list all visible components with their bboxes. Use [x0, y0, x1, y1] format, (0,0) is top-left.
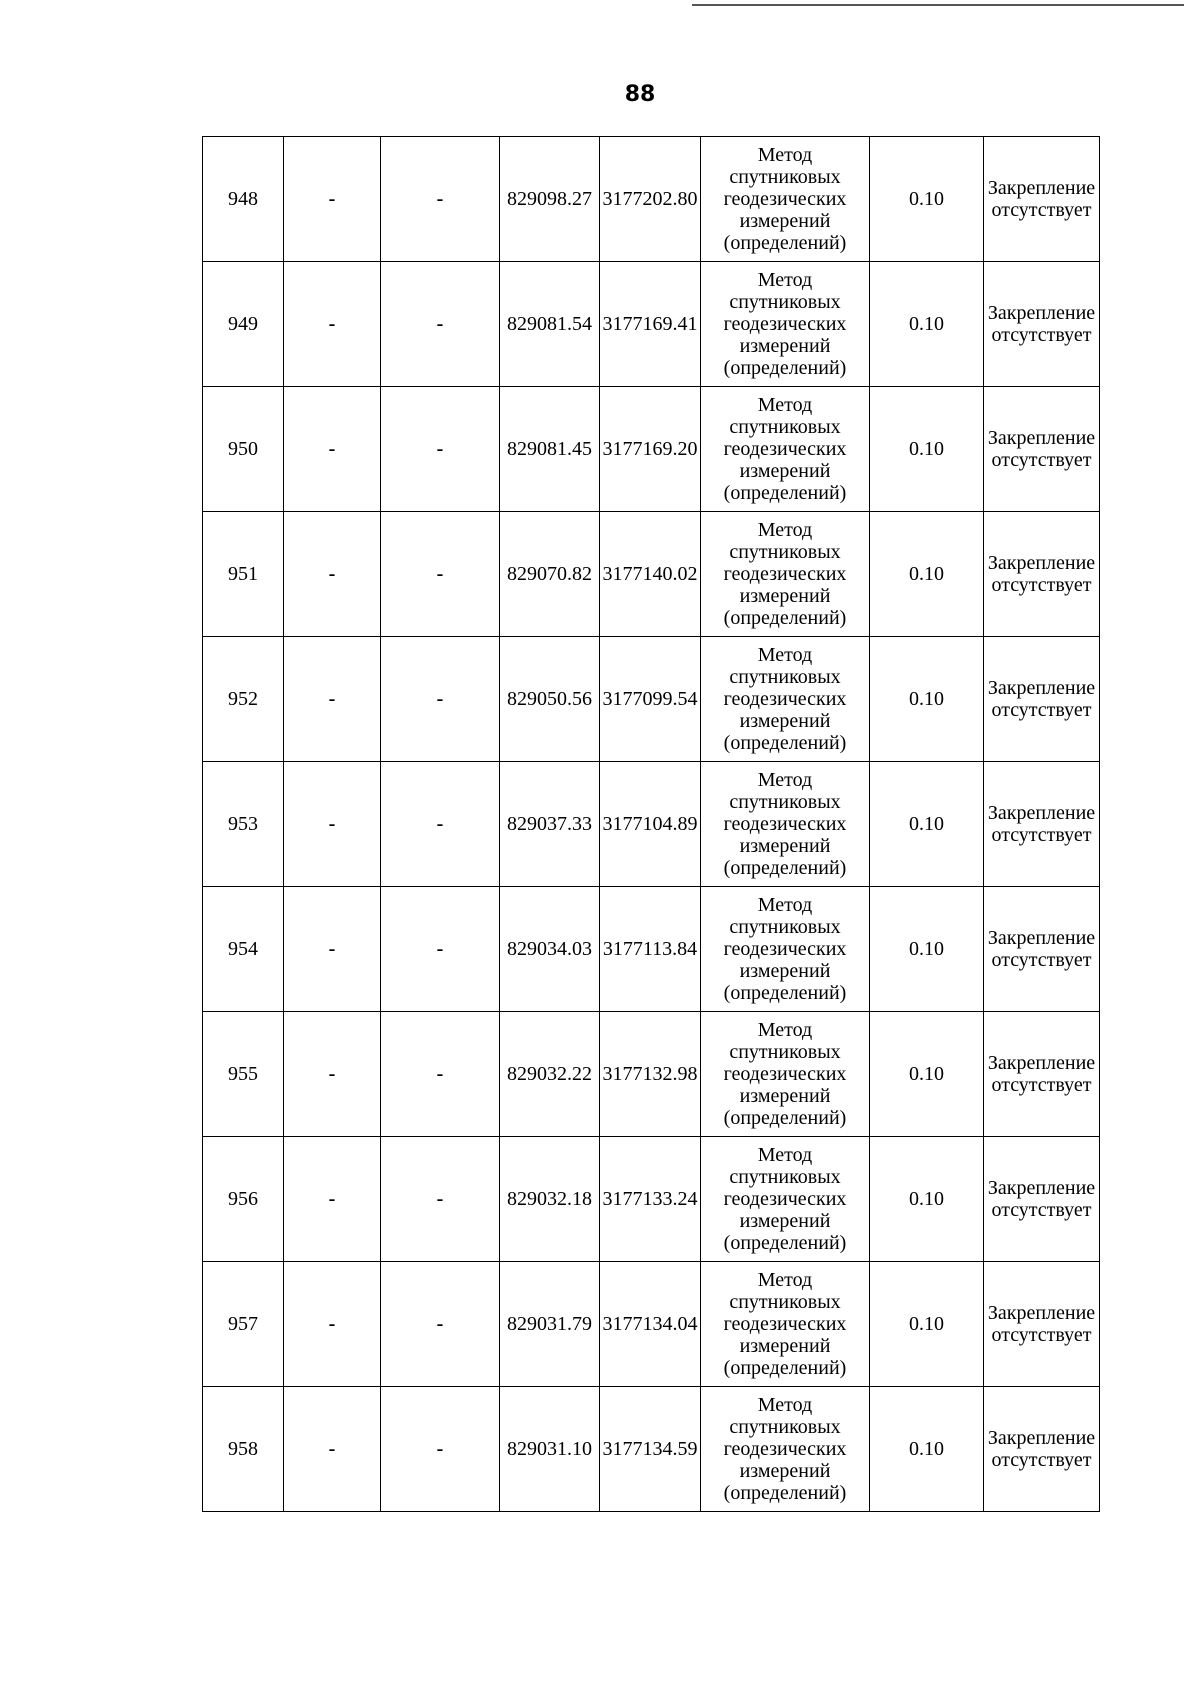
- method-cell: [701, 387, 870, 512]
- empty-column-3-cell: -: [381, 1137, 500, 1262]
- empty-column-2-cell: -: [284, 1137, 381, 1262]
- fixing-line: отсутствует: [991, 1449, 1092, 1471]
- empty-column-2-cell: -: [284, 1387, 381, 1512]
- fixing-cell: [984, 1262, 1100, 1387]
- y-coordinate-cell: 3177169.41: [600, 262, 701, 387]
- fixing-cell: [984, 137, 1100, 262]
- point-number-cell: 957: [203, 1262, 284, 1387]
- table-row: [203, 1262, 1100, 1387]
- fixing-line: Закрепление: [987, 927, 1096, 949]
- accuracy-cell: 0.10: [870, 762, 984, 887]
- method-line: измерений: [739, 585, 831, 607]
- fixing-cell: [984, 262, 1100, 387]
- fixing-line: отсутствует: [991, 824, 1092, 846]
- method-line: геодезических: [723, 188, 847, 210]
- fixing-line: отсутствует: [991, 449, 1092, 471]
- method-line: геодезических: [723, 1188, 847, 1210]
- x-coordinate-cell: 829032.22: [500, 1012, 600, 1137]
- empty-column-2-cell: -: [284, 1262, 381, 1387]
- method-line: (определений): [723, 232, 847, 254]
- table-row: [203, 137, 1100, 262]
- method-line: спутниковых: [729, 416, 841, 438]
- x-coordinate-cell: 829031.79: [500, 1262, 600, 1387]
- table-row: [203, 762, 1100, 887]
- method-line: Метод: [757, 644, 813, 666]
- table-row: [203, 1012, 1100, 1137]
- method-line: спутниковых: [729, 1416, 841, 1438]
- fixing-line: отсутствует: [991, 949, 1092, 971]
- x-coordinate-cell: 829070.82: [500, 512, 600, 637]
- x-coordinate-cell: 829098.27: [500, 137, 600, 262]
- table-row: [203, 262, 1100, 387]
- method-line: измерений: [739, 335, 831, 357]
- fixing-line: Закрепление: [987, 1427, 1096, 1449]
- method-line: спутниковых: [729, 1291, 841, 1313]
- method-line: Метод: [757, 894, 813, 916]
- method-line: геодезических: [723, 938, 847, 960]
- y-coordinate-cell: 3177099.54: [600, 637, 701, 762]
- point-number-cell: 954: [203, 887, 284, 1012]
- method-line: спутниковых: [729, 666, 841, 688]
- fixing-line: Закрепление: [987, 177, 1096, 199]
- point-number-cell: 949: [203, 262, 284, 387]
- method-line: измерений: [739, 210, 831, 232]
- empty-column-3-cell: -: [381, 387, 500, 512]
- point-number-cell: 953: [203, 762, 284, 887]
- fixing-cell: [984, 1387, 1100, 1512]
- method-line: (определений): [723, 982, 847, 1004]
- point-number-cell: 952: [203, 637, 284, 762]
- method-line: Метод: [757, 769, 813, 791]
- fixing-line: Закрепление: [987, 1177, 1096, 1199]
- accuracy-cell: 0.10: [870, 1387, 984, 1512]
- y-coordinate-cell: 3177104.89: [600, 762, 701, 887]
- x-coordinate-cell: 829081.54: [500, 262, 600, 387]
- method-line: спутниковых: [729, 1041, 841, 1063]
- empty-column-3-cell: -: [381, 762, 500, 887]
- method-line: геодезических: [723, 438, 847, 460]
- method-line: геодезических: [723, 1438, 847, 1460]
- method-line: измерений: [739, 835, 831, 857]
- method-line: Метод: [757, 1144, 813, 1166]
- method-line: Метод: [757, 1019, 813, 1041]
- method-line: геодезических: [723, 313, 847, 335]
- empty-column-3-cell: -: [381, 887, 500, 1012]
- table-row: [203, 512, 1100, 637]
- method-line: измерений: [739, 1085, 831, 1107]
- fixing-line: Закрепление: [987, 552, 1096, 574]
- y-coordinate-cell: 3177134.04: [600, 1262, 701, 1387]
- x-coordinate-cell: 829032.18: [500, 1137, 600, 1262]
- empty-column-3-cell: -: [381, 1387, 500, 1512]
- empty-column-2-cell: -: [284, 512, 381, 637]
- empty-column-2-cell: -: [284, 137, 381, 262]
- fixing-line: отсутствует: [991, 324, 1092, 346]
- method-line: (определений): [723, 1107, 847, 1129]
- empty-column-2-cell: -: [284, 887, 381, 1012]
- y-coordinate-cell: 3177132.98: [600, 1012, 701, 1137]
- accuracy-cell: 0.10: [870, 512, 984, 637]
- fixing-line: Закрепление: [987, 802, 1096, 824]
- table-row: [203, 887, 1100, 1012]
- fixing-cell: [984, 512, 1100, 637]
- method-line: измерений: [739, 710, 831, 732]
- fixing-cell: [984, 1137, 1100, 1262]
- method-line: (определений): [723, 1232, 847, 1254]
- table-row: [203, 1137, 1100, 1262]
- fixing-line: отсутствует: [991, 574, 1092, 596]
- point-number-cell: 950: [203, 387, 284, 512]
- method-line: спутниковых: [729, 1166, 841, 1188]
- fixing-line: отсутствует: [991, 1324, 1092, 1346]
- table-row: [203, 1387, 1100, 1512]
- method-line: спутниковых: [729, 916, 841, 938]
- y-coordinate-cell: 3177202.80: [600, 137, 701, 262]
- header-rule: [692, 4, 1184, 6]
- table-row: [203, 637, 1100, 762]
- fixing-cell: [984, 637, 1100, 762]
- empty-column-3-cell: -: [381, 262, 500, 387]
- accuracy-cell: 0.10: [870, 387, 984, 512]
- accuracy-cell: 0.10: [870, 637, 984, 762]
- x-coordinate-cell: 829037.33: [500, 762, 600, 887]
- coordinates-table: [202, 136, 1100, 1512]
- empty-column-3-cell: -: [381, 1012, 500, 1137]
- fixing-line: Закрепление: [987, 677, 1096, 699]
- point-number-cell: 951: [203, 512, 284, 637]
- accuracy-cell: 0.10: [870, 1137, 984, 1262]
- method-line: (определений): [723, 357, 847, 379]
- accuracy-cell: 0.10: [870, 1262, 984, 1387]
- method-line: Метод: [757, 269, 813, 291]
- method-line: Метод: [757, 394, 813, 416]
- empty-column-2-cell: -: [284, 762, 381, 887]
- method-cell: [701, 137, 870, 262]
- method-line: измерений: [739, 1460, 831, 1482]
- method-cell: [701, 1387, 870, 1512]
- x-coordinate-cell: 829031.10: [500, 1387, 600, 1512]
- method-line: (определений): [723, 482, 847, 504]
- y-coordinate-cell: 3177140.02: [600, 512, 701, 637]
- method-cell: [701, 512, 870, 637]
- x-coordinate-cell: 829050.56: [500, 637, 600, 762]
- method-cell: [701, 762, 870, 887]
- method-cell: [701, 637, 870, 762]
- method-line: геодезических: [723, 1313, 847, 1335]
- method-line: Метод: [757, 1394, 813, 1416]
- fixing-cell: [984, 387, 1100, 512]
- fixing-cell: [984, 887, 1100, 1012]
- y-coordinate-cell: 3177169.20: [600, 387, 701, 512]
- method-line: спутниковых: [729, 166, 841, 188]
- method-cell: [701, 1012, 870, 1137]
- fixing-line: Закрепление: [987, 1302, 1096, 1324]
- method-cell: [701, 1137, 870, 1262]
- table-row: [203, 387, 1100, 512]
- method-line: спутниковых: [729, 291, 841, 313]
- method-line: спутниковых: [729, 791, 841, 813]
- fixing-line: Закрепление: [987, 427, 1096, 449]
- empty-column-3-cell: -: [381, 1262, 500, 1387]
- method-cell: [701, 262, 870, 387]
- point-number-cell: 958: [203, 1387, 284, 1512]
- method-line: Метод: [757, 519, 813, 541]
- fixing-line: отсутствует: [991, 699, 1092, 721]
- accuracy-cell: 0.10: [870, 887, 984, 1012]
- point-number-cell: 955: [203, 1012, 284, 1137]
- empty-column-3-cell: -: [381, 137, 500, 262]
- empty-column-2-cell: -: [284, 1012, 381, 1137]
- method-line: измерений: [739, 1335, 831, 1357]
- x-coordinate-cell: 829034.03: [500, 887, 600, 1012]
- fixing-cell: [984, 1012, 1100, 1137]
- method-line: спутниковых: [729, 541, 841, 563]
- fixing-line: отсутствует: [991, 1074, 1092, 1096]
- method-line: геодезических: [723, 1063, 847, 1085]
- method-line: Метод: [757, 144, 813, 166]
- method-line: Метод: [757, 1269, 813, 1291]
- method-line: (определений): [723, 732, 847, 754]
- method-line: геодезических: [723, 813, 847, 835]
- empty-column-2-cell: -: [284, 262, 381, 387]
- fixing-line: Закрепление: [987, 1052, 1096, 1074]
- fixing-line: отсутствует: [991, 199, 1092, 221]
- point-number-cell: 948: [203, 137, 284, 262]
- table-body: [203, 137, 1100, 1512]
- accuracy-cell: 0.10: [870, 262, 984, 387]
- accuracy-cell: 0.10: [870, 137, 984, 262]
- fixing-cell: [984, 762, 1100, 887]
- y-coordinate-cell: 3177134.59: [600, 1387, 701, 1512]
- method-cell: [701, 1262, 870, 1387]
- empty-column-2-cell: -: [284, 637, 381, 762]
- method-line: измерений: [739, 460, 831, 482]
- empty-column-2-cell: -: [284, 387, 381, 512]
- accuracy-cell: 0.10: [870, 1012, 984, 1137]
- method-line: измерений: [739, 1210, 831, 1232]
- method-line: геодезических: [723, 688, 847, 710]
- empty-column-3-cell: -: [381, 637, 500, 762]
- method-line: (определений): [723, 857, 847, 879]
- point-number-cell: 956: [203, 1137, 284, 1262]
- y-coordinate-cell: 3177113.84: [600, 887, 701, 1012]
- method-line: (определений): [723, 607, 847, 629]
- method-cell: [701, 887, 870, 1012]
- x-coordinate-cell: 829081.45: [500, 387, 600, 512]
- method-line: геодезических: [723, 563, 847, 585]
- method-line: (определений): [723, 1357, 847, 1379]
- fixing-line: отсутствует: [991, 1199, 1092, 1221]
- page-number: 88: [624, 82, 656, 107]
- method-line: (определений): [723, 1482, 847, 1504]
- empty-column-3-cell: -: [381, 512, 500, 637]
- fixing-line: Закрепление: [987, 302, 1096, 324]
- y-coordinate-cell: 3177133.24: [600, 1137, 701, 1262]
- method-line: измерений: [739, 960, 831, 982]
